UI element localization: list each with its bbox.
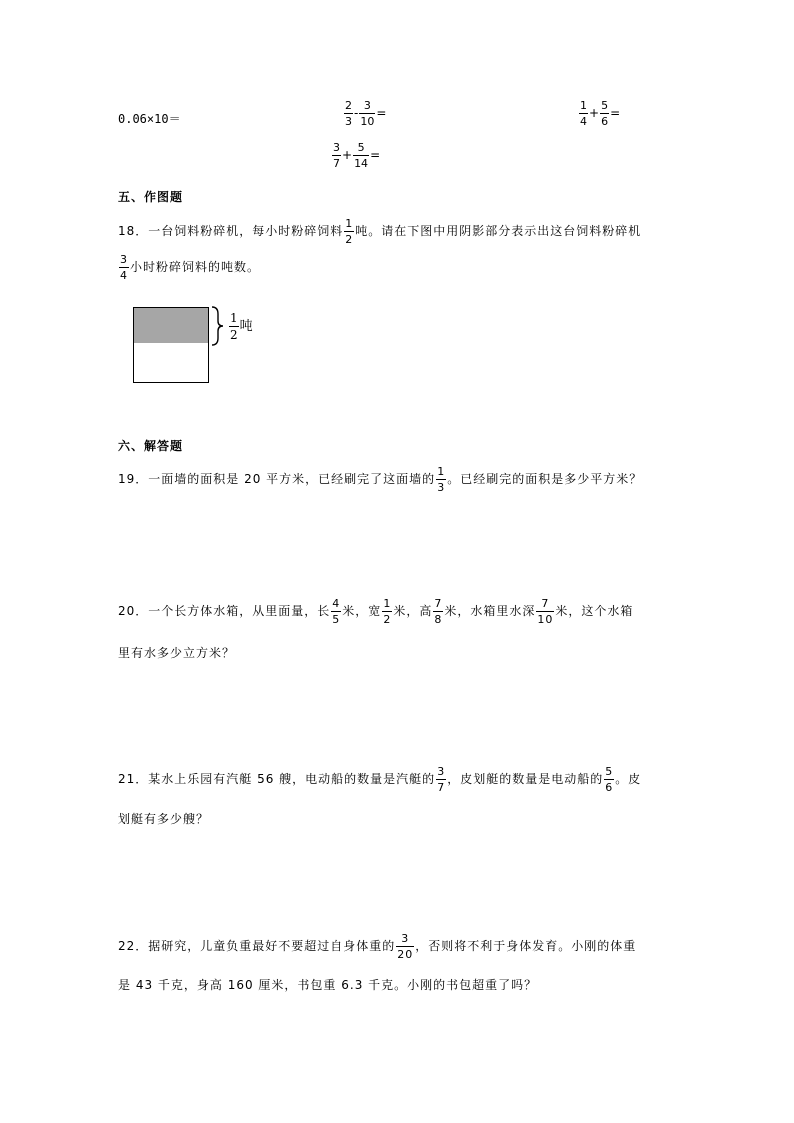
question-18-line-2 <box>118 254 260 281</box>
denominator: 2 <box>345 233 354 246</box>
calc-expression-1-text: 0.06×10＝ <box>118 112 181 126</box>
question-text: 一台饲料粉碎机，每小时粉碎饲料 <box>148 224 344 238</box>
question-21-line-1 <box>118 766 641 793</box>
numerator: 3 <box>437 765 446 778</box>
denominator: 2 <box>230 328 238 342</box>
equals-sign: = <box>376 106 387 120</box>
question-text: 一面墙的面积是 20 平方米，已经刷完了这面墙的 <box>148 472 436 486</box>
question-22-line-2: 是 43 千克，身高 160 厘米，书包重 6.3 千克。小刚的书包超重了吗？ <box>118 978 538 992</box>
unit-label: 吨 <box>239 319 253 334</box>
question-22-line-1 <box>118 933 636 960</box>
numerator: 1 <box>345 217 354 230</box>
denominator: 14 <box>354 157 369 170</box>
question-20-line-2: 里有水多少立方米？ <box>118 646 236 660</box>
fraction <box>119 254 129 281</box>
question-text: 据研究，儿童负重最好不要超过自身体重的 <box>148 939 396 953</box>
numerator: 1 <box>383 597 392 610</box>
equals-sign: = <box>370 148 381 162</box>
numerator: 1 <box>230 311 238 325</box>
operator: + <box>589 106 600 120</box>
question-text: 小时粉碎饲料的吨数。 <box>130 260 261 274</box>
calc-expression-2 <box>343 100 386 127</box>
question-number: 18． <box>118 224 149 238</box>
shaded-rectangle-top <box>133 307 209 344</box>
question-text: 。皮 <box>615 772 642 786</box>
numerator: 4 <box>332 597 341 610</box>
fraction <box>396 933 414 960</box>
question-19 <box>118 466 642 493</box>
numerator: 7 <box>541 597 550 610</box>
denominator: 7 <box>333 157 340 170</box>
fraction <box>344 218 354 245</box>
numerator: 3 <box>333 141 340 154</box>
calc-expression-3 <box>578 100 620 127</box>
numerator: 5 <box>357 141 365 154</box>
question-20-line-1 <box>118 598 633 625</box>
question-text: 。已经刷完的面积是多少平方米？ <box>447 472 643 486</box>
fraction <box>604 766 614 793</box>
numerator: 7 <box>434 597 443 610</box>
denominator: 7 <box>437 781 446 794</box>
denominator: 3 <box>437 481 446 494</box>
question-number: 21． <box>118 772 149 786</box>
question-text: 米，这个水箱 <box>555 604 634 618</box>
question-21-line-2: 划艇有多少艘？ <box>118 812 210 826</box>
numerator: 3 <box>363 99 371 112</box>
fraction <box>433 598 443 625</box>
question-18-line-1 <box>118 218 641 245</box>
fraction <box>436 466 446 493</box>
denominator: 6 <box>605 781 614 794</box>
question-text: 米，水箱里水深 <box>444 604 536 618</box>
fraction <box>353 142 369 169</box>
fraction <box>359 100 375 127</box>
question-number: 19． <box>118 472 149 486</box>
denominator: 10 <box>537 613 554 626</box>
question-text: ，否则将不利于身体发育。小刚的体重 <box>415 939 637 953</box>
blank-rectangle-bottom <box>133 343 209 383</box>
question-number: 20． <box>118 604 149 618</box>
equals-sign: = <box>610 106 621 120</box>
fraction <box>331 598 341 625</box>
calc-expression-1 <box>118 110 181 127</box>
question-text: 吨。请在下图中用阴影部分表示出这台饲料粉碎机 <box>355 224 642 238</box>
operator: - <box>354 106 359 120</box>
numerator: 5 <box>601 99 609 112</box>
question-text: 米，高 <box>393 604 433 618</box>
denominator: 20 <box>397 948 414 961</box>
question-text: 一个长方体水箱，从里面量，长 <box>148 604 331 618</box>
denominator: 5 <box>332 613 341 626</box>
question-text: 某水上乐园有汽艇 56 艘，电动船的数量是汽艇的 <box>148 772 436 786</box>
fraction <box>436 766 446 793</box>
denominator: 4 <box>120 269 128 282</box>
denominator: 3 <box>345 115 352 128</box>
denominator: 6 <box>601 115 609 128</box>
fraction <box>382 598 392 625</box>
diagram-label <box>228 312 253 341</box>
section-heading-drawing: 五、作图题 <box>118 190 184 204</box>
numerator: 3 <box>401 932 410 945</box>
numerator: 1 <box>580 99 587 112</box>
numerator: 3 <box>120 253 128 266</box>
fraction <box>600 100 609 127</box>
numerator: 5 <box>605 765 614 778</box>
numerator: 1 <box>437 465 446 478</box>
fraction <box>332 142 341 169</box>
calc-expression-4 <box>331 142 380 169</box>
question-text: ，皮划艇的数量是电动船的 <box>447 772 604 786</box>
denominator: 4 <box>580 115 587 128</box>
numerator: 2 <box>345 99 352 112</box>
fraction <box>229 312 239 341</box>
fraction <box>579 100 588 127</box>
denominator: 2 <box>383 613 392 626</box>
denominator: 10 <box>360 115 375 128</box>
question-text: 米，宽 <box>342 604 382 618</box>
fraction <box>536 598 554 625</box>
section-heading-answers: 六、解答题 <box>118 439 184 453</box>
operator: + <box>342 148 353 162</box>
curly-brace-icon <box>210 306 226 346</box>
denominator: 8 <box>434 613 443 626</box>
fraction <box>344 100 353 127</box>
question-number: 22． <box>118 939 149 953</box>
